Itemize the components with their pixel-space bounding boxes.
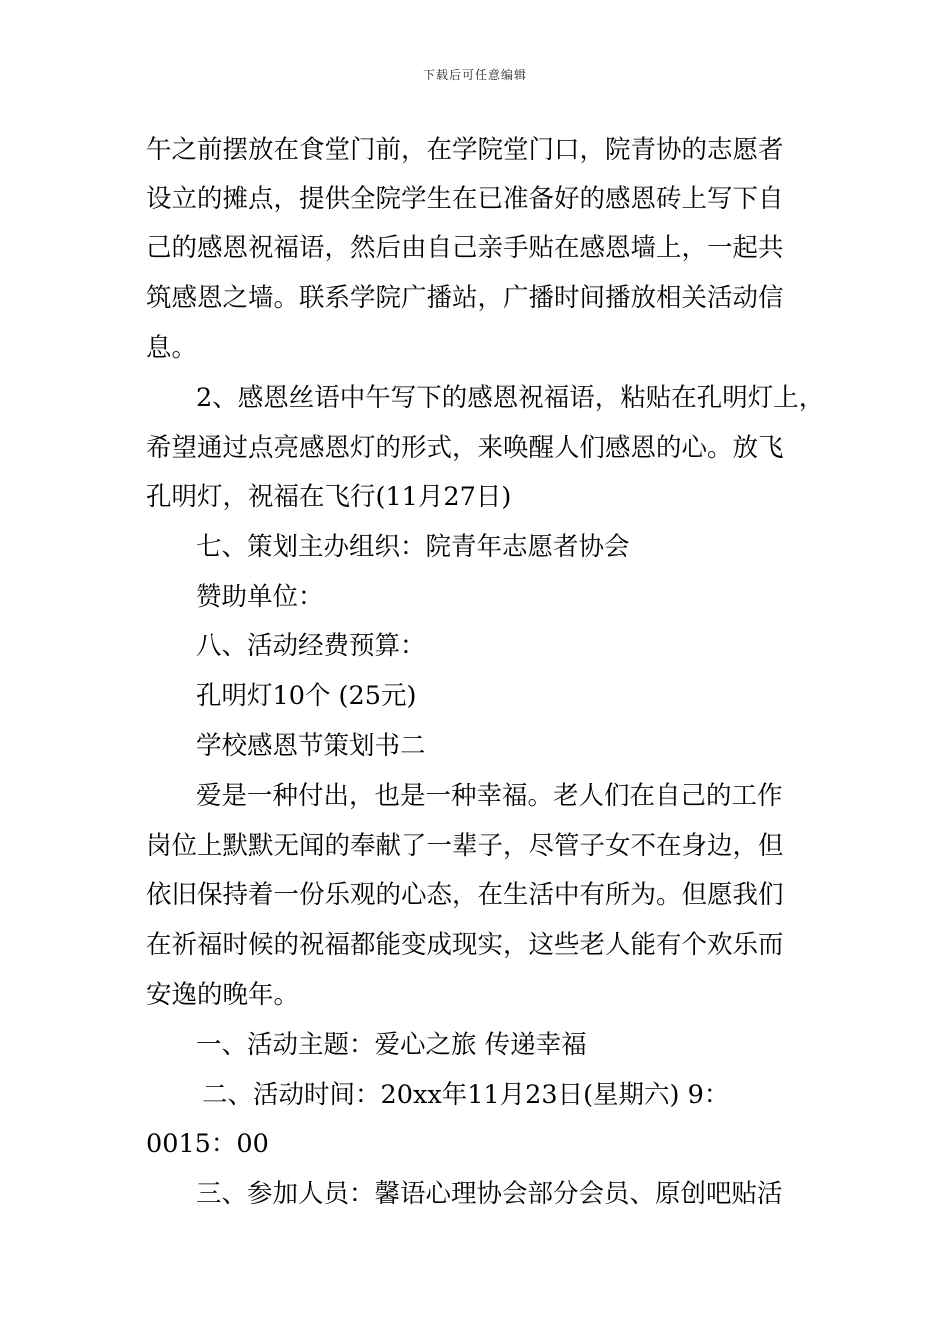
- paragraph-line: 希望通过点亮感恩灯的形式，来唤醒人们感恩的心。放飞: [146, 433, 784, 463]
- paragraph-line: 息。: [146, 333, 198, 363]
- paragraph-line: 设立的摊点，提供全院学生在已准备好的感恩砖上写下自: [146, 184, 784, 214]
- paragraph-line: 孔明灯，祝福在飞行(11月27日): [146, 482, 512, 512]
- budget-heading: 八、活动经费预算：: [196, 631, 426, 661]
- paragraph-line: 2、感恩丝语中午写下的感恩祝福语，粘贴在孔明灯上，: [196, 383, 825, 413]
- budget-item: 孔明灯10个 (25元): [196, 681, 417, 711]
- paragraph-line: 岗位上默默无闻的奉献了一辈子，尽管子女不在身边，但: [146, 831, 784, 861]
- theme-line: 一、活动主题：爱心之旅 传递幸福: [196, 1030, 587, 1060]
- paragraph-line: 依旧保持着一份乐观的心态，在生活中有所为。但愿我们: [146, 880, 784, 910]
- sponsor-line: 赞助单位：: [196, 582, 324, 612]
- participants-line: 三、参加人员：馨语心理协会部分会员、原创吧贴活: [196, 1179, 783, 1209]
- organizer-line: 七、策划主办组织：院青年志愿者协会: [196, 532, 630, 562]
- paragraph-line: 爱是一种付出，也是一种幸福。老人们在自己的工作: [196, 781, 783, 811]
- paragraph-line: 在祈福时候的祝福都能变成现实，这些老人能有个欢乐而: [146, 930, 784, 960]
- paragraph-line: 己的感恩祝福语，然后由自己亲手贴在感恩墙上，一起共: [146, 233, 784, 263]
- section-title: 学校感恩节策划书二: [196, 731, 426, 761]
- time-line-continued: 0015：00: [146, 1129, 269, 1159]
- time-line: 二、活动时间：20xx年11月23日(星期六) 9：: [202, 1080, 730, 1110]
- page-header: 下载后可任意编辑: [422, 68, 527, 82]
- paragraph-line: 筑感恩之墙。联系学院广播站，广播时间播放相关活动信: [146, 283, 784, 313]
- paragraph-line: 午之前摆放在食堂门前，在学院堂门口，院青协的志愿者: [146, 135, 784, 165]
- paragraph-line: 安逸的晚年。: [146, 980, 300, 1010]
